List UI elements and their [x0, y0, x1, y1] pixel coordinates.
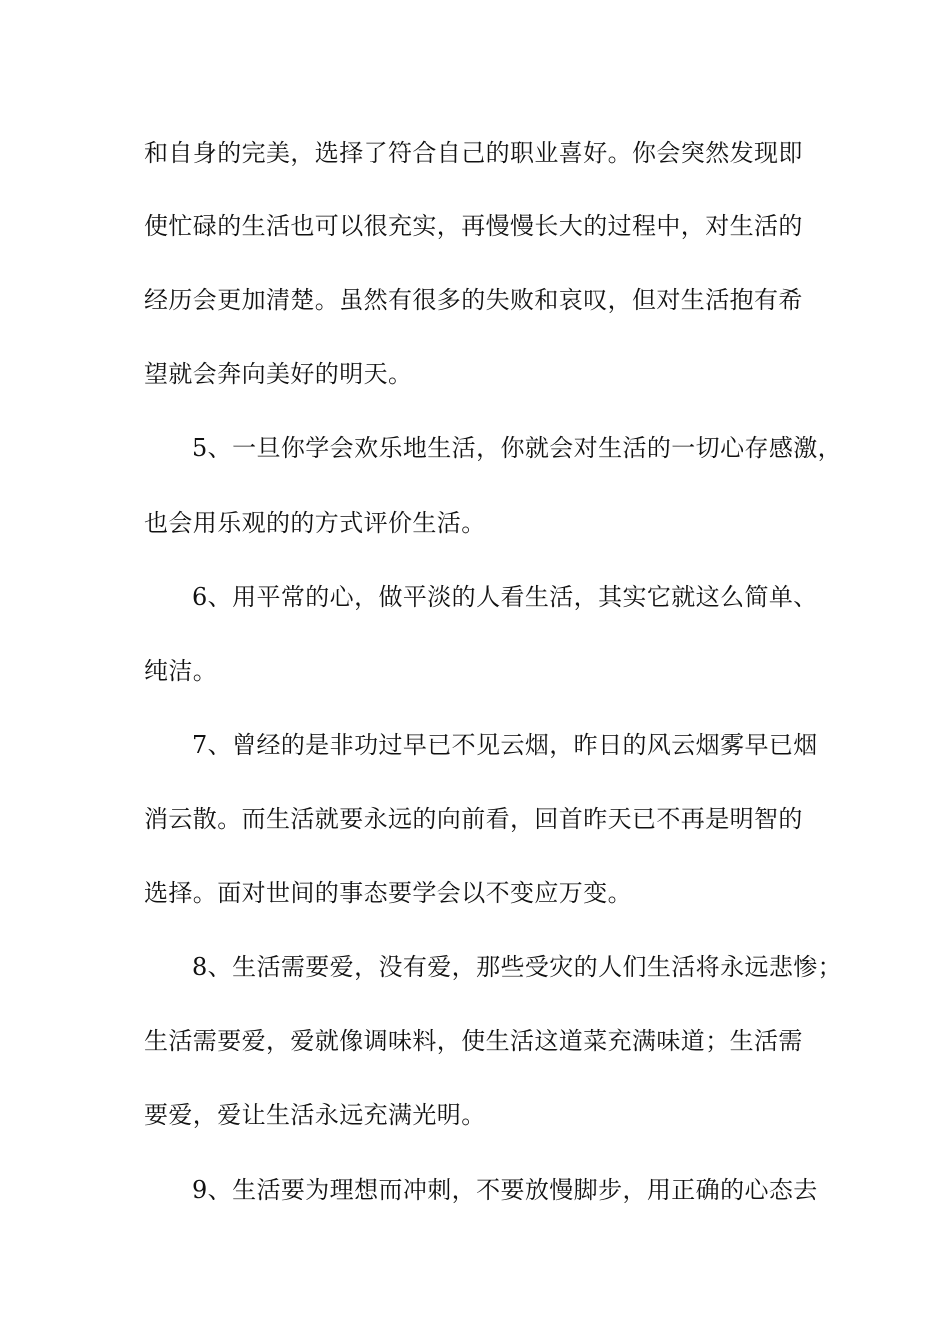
- text-line: 使忙碌的生活也可以很充实，再慢慢长大的过程中，对生活的: [144, 212, 803, 240]
- text-line: 也会用乐观的的方式评价生活。: [144, 509, 486, 537]
- text-line: 消云散。而生活就要永远的向前看，回首昨天已不再是明智的: [144, 805, 803, 833]
- text-line: 和自身的完美，选择了符合自己的职业喜好。你会突然发现即: [144, 139, 803, 167]
- text-line: 选择。面对世间的事态要学会以不变应万变。: [144, 879, 632, 907]
- text-line: 生活需要爱，爱就像调味料，使生活这道菜充满味道；生活需: [144, 1027, 803, 1055]
- text-line: 6、用平常的心，做平淡的人看生活，其实它就这么简单、: [192, 583, 818, 611]
- text-line: 5、一旦你学会欢乐地生活，你就会对生活的一切心存感激，: [192, 434, 843, 462]
- text-line: 9、生活要为理想而冲刺，不要放慢脚步，用正确的心态去: [192, 1176, 818, 1204]
- text-line: 经历会更加清楚。虽然有很多的失败和哀叹，但对生活抱有希: [144, 286, 803, 314]
- text-line: 7、曾经的是非功过早已不见云烟，昨日的风云烟雾早已烟: [192, 731, 818, 759]
- text-line: 纯洁。: [144, 657, 218, 685]
- text-line: 8、生活需要爱，没有爱，那些受灾的人们生活将永远悲惨；: [192, 953, 843, 981]
- text-line: 望就会奔向美好的明天。: [144, 360, 413, 388]
- text-line: 要爱，爱让生活永远充满光明。: [144, 1101, 486, 1129]
